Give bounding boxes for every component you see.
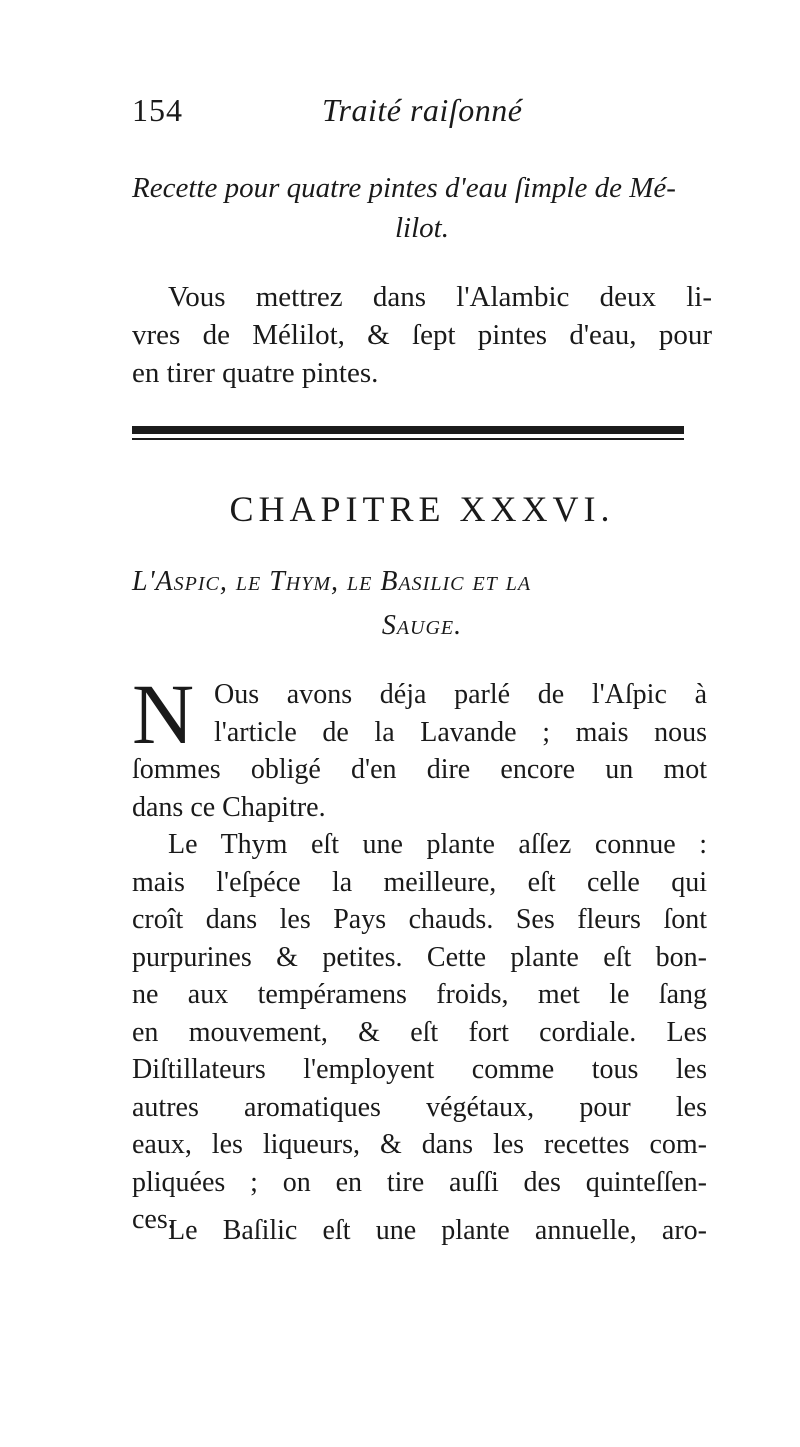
text-line: en tirer quatre pintes. [132,357,379,389]
page-header [132,92,702,136]
text-line: pliquées ; on en tire auſſi des quinteſſen- [132,1166,707,1198]
chapter-subtitle-line: L'Aspic, le Thym, le Basilic et la [132,566,532,597]
text-line: ſommes obligé d'en dire encore un mot [132,754,707,785]
text-line: en mouvement, & eſt fort cordiale. Les [132,1016,707,1048]
ornamental-rule-thick [132,426,684,434]
paragraph-aspic [132,666,707,826]
paragraph-thym [132,826,707,1239]
text-line: ne aux tempéramens froids, met le ſang [132,979,707,1010]
text-line: Le Thym eſt une plante aſſez connue : [168,829,707,860]
text-line: eaux, les liqueurs, & dans les recettes com- [132,1129,707,1160]
text-line: dans ce Chapitre. [132,791,326,823]
text-line: vres de Mélilot, & ſept pintes d'eau, pour [132,319,712,351]
page-number: 154 [132,92,183,128]
chapter-subtitle-line: Sauge. [381,610,463,641]
text-line: Vous mettrez dans l'Alambic deux li- [168,281,712,313]
recipe-title-line: Recette pour quatre pintes d'eau ſimple de Mé- [132,172,676,204]
recipe-title [132,168,712,248]
recipe-title-line: lilot. [395,212,449,244]
text-line: Diſtillateurs l'employent comme tous les [132,1054,707,1085]
text-line: Ous avons déja parlé de l'Aſpic à [214,679,707,710]
drop-cap: N [132,666,195,762]
text-line: croît dans les Pays chauds. Ses fleurs ſont [132,904,707,935]
text-line: ces. [132,1204,175,1235]
recipe-paragraph [132,278,712,392]
text-line: purpurines & petites. Cette plante eſt bon- [132,941,707,973]
text-line: mais l'eſpéce la meilleure, eſt celle qui [132,866,707,898]
ornamental-rule-thin [132,438,684,440]
running-title: Traité raiſonné [322,92,523,128]
text-line: autres aromatiques végétaux, pour les [132,1091,707,1123]
chapter-heading: CHAPITRE XXXVI. [229,489,615,529]
text-line: Le Baſilic eſt une plante annuelle, aro- [168,1215,707,1246]
paragraph-basilic [132,1212,707,1250]
chapter-subtitle [132,560,712,648]
text-line: l'article de la Lavande ; mais nous [214,716,707,748]
